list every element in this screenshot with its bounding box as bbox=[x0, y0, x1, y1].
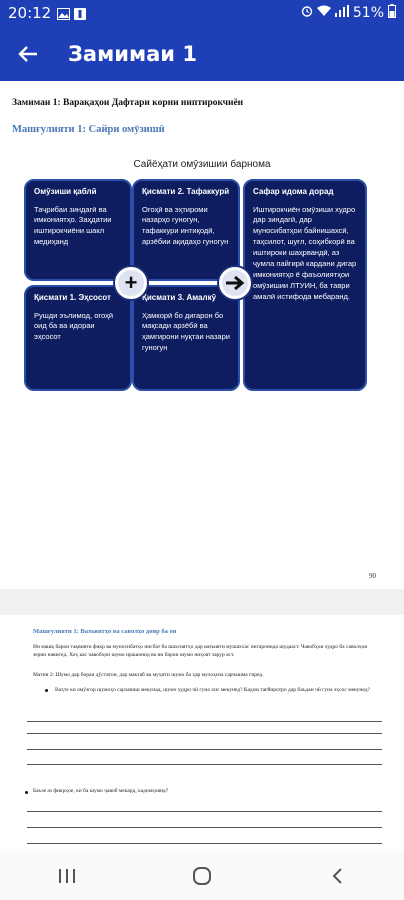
plus-connector-icon: + bbox=[115, 267, 147, 299]
home-button[interactable] bbox=[172, 856, 232, 896]
question-2: Баъзе аз фикрҳое, ки ба шумо ҷавоб мекард, кадомҳоянд? bbox=[33, 788, 169, 794]
wifi-icon bbox=[317, 5, 331, 21]
card-title: Қисмати 1. Эҳсосот bbox=[34, 293, 111, 302]
bullet-icon bbox=[25, 791, 28, 794]
bullet-icon bbox=[45, 689, 48, 692]
answer-line bbox=[27, 764, 382, 765]
paragraph-1: Ин машқ барои тақвияти фикр ва муносибатҳо нисбат ба шахсиятҳо дар вазъияти мушаххас нигаронида шудааст. Чавобҳои худро ба саволҳои зерин нависед. Хоҳ кас чавобҳои шумо ирашонид ва ин барои шумо ниҳоят зарур аст. bbox=[33, 644, 368, 658]
card-body: Огоҳӣ ва эҳтироми назарҳо гуногун, тафаккури интиқодӣ, арзёбии ақидаҳо гуногун bbox=[142, 204, 229, 247]
answer-line bbox=[27, 827, 382, 828]
question-1: Ваҳте ки омӯзгор шумоҳо сарзаниш мекунад, шумо худро чӣ гуна хис мекунед? Кадом тағйиротро дар баъдан чӣ гуна эҳсос мекунед? bbox=[55, 687, 370, 693]
answer-line bbox=[27, 843, 382, 844]
card-title: Қисмати 2. Тафаккурӣ bbox=[142, 187, 230, 196]
card-body: Таҷрибаи зиндагӣ ва имкониятҳо. Заҳдатии иштирокчиёни шакл медиҳанд bbox=[34, 204, 112, 247]
answer-line bbox=[27, 811, 382, 812]
status-time: 20:12 bbox=[8, 4, 52, 22]
page-number: 90 bbox=[369, 572, 376, 580]
battery-percent: 51% bbox=[352, 5, 384, 21]
card-part-1 bbox=[24, 285, 132, 391]
status-right bbox=[301, 4, 396, 22]
gallery-icon bbox=[57, 7, 70, 19]
recent-apps-icon bbox=[58, 868, 76, 884]
exercise-title: Машғулияти 1: Сайри омӯзишӣ bbox=[12, 124, 165, 135]
home-icon bbox=[192, 866, 212, 886]
card-part-3 bbox=[132, 285, 240, 391]
diagram-title: Сайёҳати омӯзишии барнома bbox=[133, 159, 271, 170]
card-body: Ҳамкорӣ бо дигарон бо мақсади арзёбӣ ва ҳамгирони нуқтаи назари гуногун bbox=[142, 310, 230, 353]
document-view[interactable] bbox=[0, 81, 404, 851]
lesson-title: Замимаи 1: Варақаҳои Дафтари корни ниптирокчиён bbox=[12, 98, 244, 108]
system-navigation-bar bbox=[0, 851, 404, 900]
battery-icon bbox=[388, 4, 396, 22]
chevron-left-icon bbox=[330, 867, 344, 885]
page-title: Замимаи 1 bbox=[68, 41, 197, 66]
back-arrow-icon bbox=[18, 45, 38, 63]
status-bar bbox=[0, 0, 404, 26]
app-bar bbox=[0, 26, 404, 81]
card-title: Омӯзиши қаблӣ bbox=[34, 187, 97, 196]
alarm-icon bbox=[301, 5, 313, 21]
paragraph-2: Матни 2: Шумо дар бораи дӯстатон, дар мактаб ва муҳити шумо ба ҳар мулоҳиза сарчашма гиред. bbox=[33, 672, 264, 678]
card-body: Рушди эълимод, огоҳӣ оид ба ва идораи эҳсосот bbox=[34, 310, 114, 342]
signal-icon bbox=[335, 5, 349, 21]
arrow-connector-icon bbox=[219, 267, 251, 299]
page-separator bbox=[0, 589, 404, 615]
exercise-2-title: Машғулияти 1: Вазъиятҳо ва саволҳо доир ба он bbox=[33, 628, 177, 635]
card-journey-continues bbox=[243, 179, 367, 391]
card-title: Қисмати 3. Амалкӯ bbox=[142, 293, 217, 302]
back-nav-button[interactable] bbox=[307, 856, 367, 896]
answer-line bbox=[27, 749, 382, 750]
notification-icon bbox=[74, 7, 87, 19]
card-title: Сафар идома дорад bbox=[253, 187, 334, 196]
card-prior-learning bbox=[24, 179, 132, 281]
card-body: Иштирокчиён омӯзиши худро дар зиндагӣ, дар муносибатҳои байнишахсӣ, таҳсилот, шуғл, соҳибкорӣ ва иштироки шаҳрвандӣ, аз ҷумла пайгирӣ кардани дигар имкониятҳо ё фаъолиятҳои омӯзишии ЛТУИН, ба таври амалӣ истифода мебаранд. bbox=[253, 204, 357, 301]
answer-line bbox=[27, 721, 382, 722]
back-button[interactable] bbox=[0, 26, 56, 81]
answer-line bbox=[27, 733, 382, 734]
card-part-2 bbox=[132, 179, 240, 281]
recent-apps-button[interactable] bbox=[37, 856, 97, 896]
